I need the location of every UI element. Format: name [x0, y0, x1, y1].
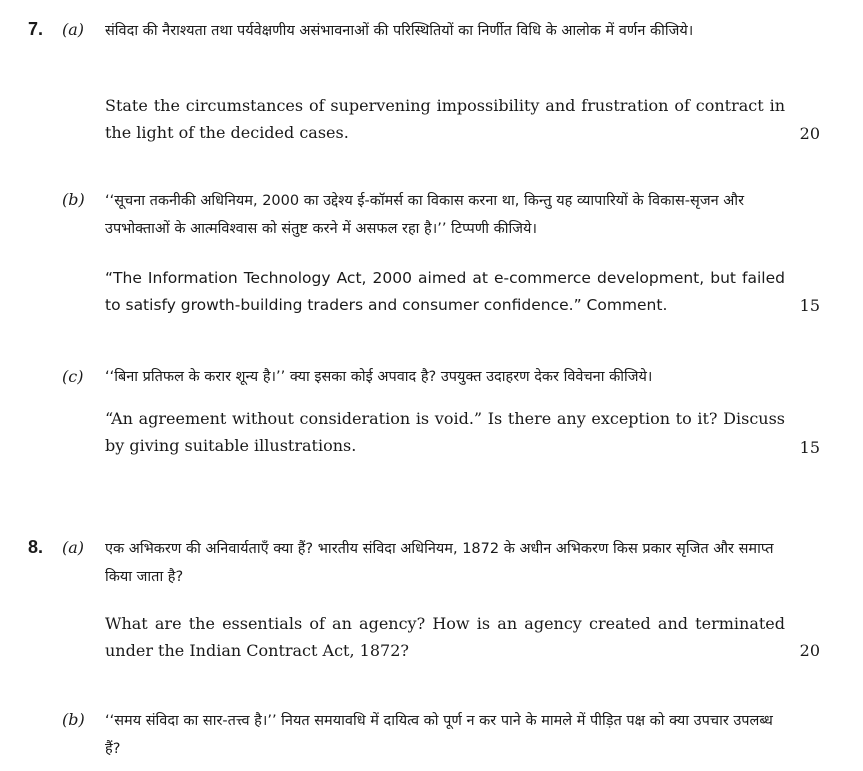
english-text: “An agreement without consideration is void.” Is there any exception to it? Discuss by giving suitable illustrations.	[105, 409, 785, 455]
marks: 20	[799, 641, 820, 660]
question-number: 7.	[28, 19, 44, 39]
question-number: 8.	[28, 537, 44, 557]
hindi-text: ‘‘समय संविदा का सार-तत्त्व है।’’ नियत समयावधि में दायित्व को पूर्ण न कर पाने के मामले में पीड़ित पक्ष को क्या उपचार उपलब्ध हैं?	[105, 713, 773, 757]
hindi-text: संविदा की नैराश्यता तथा पर्यवेक्षणीय असंभावनाओं की परिस्थितियों का निर्णीत विधि के आलोक में वर्णन कीजिये।	[105, 23, 694, 39]
hindi-text: एक अभिकरण की अनिवार्यताएँ क्या हैं? भारतीय संविदा अधिनियम, 1872 के अधीन अभिकरण किस प्रकार सृजित और समाप्त किया जाता है?	[105, 541, 774, 585]
hindi-text: ‘‘बिना प्रतिफल के करार शून्य है।’’ क्या इसका कोई अपवाद है? उपयुक्त उदाहरण देकर विवेचना कीजिये।	[105, 369, 653, 385]
hindi-text: ‘‘सूचना तकनीकी अधिनियम, 2000 का उद्देश्य ई-कॉमर्स का विकास करना था, किन्तु यह व्यापारियों के विकास-सृजन और उपभोक्ताओं के आत्मविश्वास को संतुष्ट करने में असफल रहा है।’’ टिप्पणी कीजिये।	[105, 193, 745, 237]
marks: 20	[799, 124, 820, 143]
marks: 15	[799, 296, 820, 315]
english-text: “The Information Technology Act, 2000 aimed at e-commerce development, but failed to satisfy growth-building traders and consumer confidence.” Comment.	[105, 269, 785, 314]
english-text: State the circumstances of supervening impossibility and frustration of contract in the light of the decided cases.	[105, 96, 785, 142]
english-text: What are the essentials of an agency? How is an agency created and terminated under the Indian Contract Act, 1872?	[105, 614, 785, 660]
marks: 15	[799, 438, 820, 457]
part-label: (c)	[62, 367, 84, 386]
part-label: (b)	[62, 190, 85, 209]
part-label: (a)	[62, 538, 85, 557]
part-label: (a)	[62, 20, 85, 39]
part-label: (b)	[62, 710, 85, 729]
